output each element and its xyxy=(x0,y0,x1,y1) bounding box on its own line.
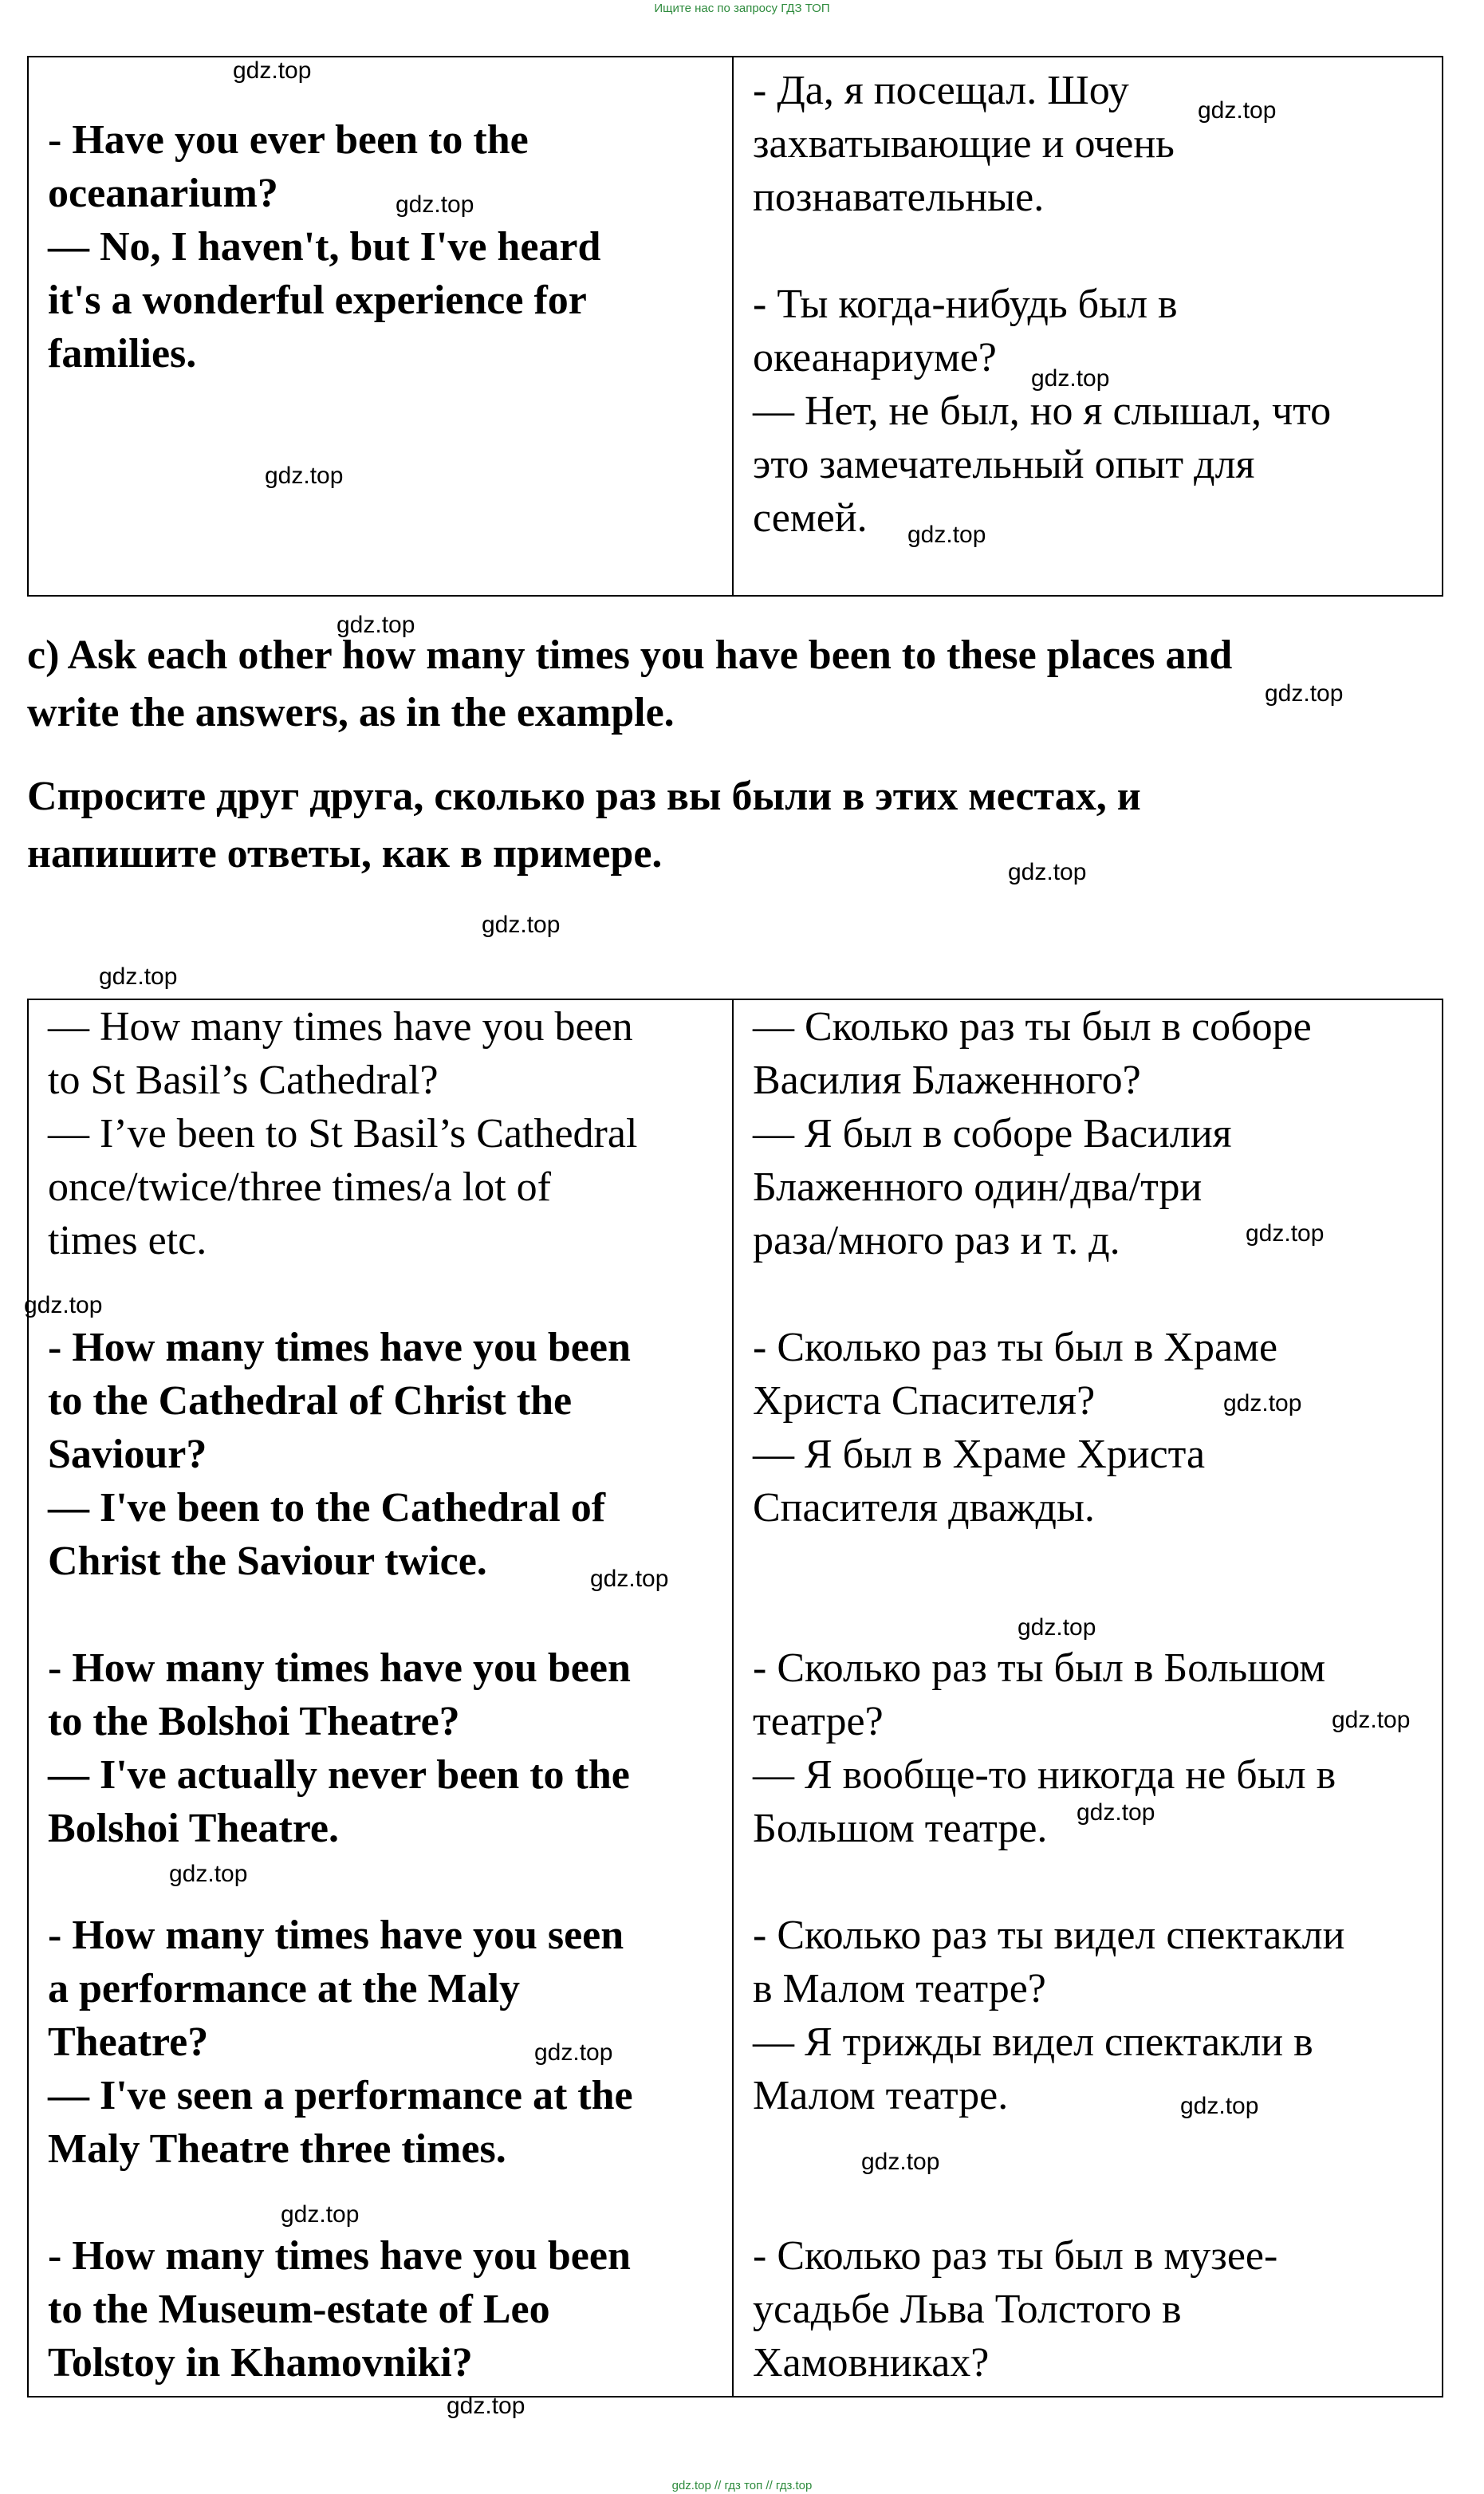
text-line: — No, I haven't, but I've heard xyxy=(48,224,601,270)
blank-line xyxy=(753,1535,1423,1588)
blank-line xyxy=(753,1267,1423,1321)
text-line: — Сколько раз ты был в соборе xyxy=(753,1004,1312,1050)
table-row xyxy=(28,57,1443,596)
watermark-text: gdz.top xyxy=(1223,1390,1302,1416)
text-line: в Малом театре? xyxy=(753,1966,1046,2011)
task-c-russian xyxy=(27,768,1141,883)
text-line: — I’ve been to St Basil’s Cathedral xyxy=(48,1111,638,1156)
russian-text xyxy=(753,64,1423,545)
english-cell xyxy=(28,57,733,596)
text-line: - How many times have you been xyxy=(48,1325,631,1370)
text-line: to St Basil’s Cathedral? xyxy=(48,1058,439,1103)
blank-line xyxy=(48,2176,713,2229)
text-line: раза/много раз и т. д. xyxy=(753,1218,1120,1263)
russian-cell xyxy=(733,999,1443,2397)
watermark-text: gdz.top xyxy=(447,2393,526,2419)
text-line: oceanarium? xyxy=(48,171,278,216)
text-line: times etc. xyxy=(48,1218,207,1263)
text-line: усадьбе Льва Толстого в xyxy=(753,2287,1182,2332)
watermark-text: gdz.top xyxy=(233,57,312,84)
watermark-text: gdz.top xyxy=(169,1861,248,1887)
text-line: — Я был в Храме Христа xyxy=(753,1432,1206,1477)
text-line: познавательные. xyxy=(753,175,1045,220)
watermark-text: gdz.top xyxy=(265,463,344,489)
watermark-text: gdz.top xyxy=(1077,1799,1155,1826)
text-line: это замечательный опыт для xyxy=(753,442,1255,487)
text-line: Хамовниках? xyxy=(753,2340,990,2386)
text-line: театре? xyxy=(753,1699,884,1744)
text-line: - How many times have you seen xyxy=(48,1913,624,1958)
watermark-text: gdz.top xyxy=(24,1292,103,1318)
text-line: to the Bolshoi Theatre? xyxy=(48,1699,460,1744)
text-line: — Я был в соборе Василия xyxy=(753,1111,1232,1156)
heading-line: Спросите друг друга, сколько раз вы были в этих местах, и xyxy=(27,774,1141,819)
footer-note: gdz.top // гдз топ // гдз.top xyxy=(671,2479,813,2492)
text-line: - Сколько раз ты был в Храме xyxy=(753,1325,1278,1370)
text-line: Малом театре. xyxy=(753,2073,1009,2118)
watermark-text: gdz.top xyxy=(1246,1220,1325,1247)
text-line: Bolshoi Theatre. xyxy=(48,1806,340,1851)
watermark-text: gdz.top xyxy=(1018,1614,1096,1641)
text-line: - Сколько раз ты был в музее- xyxy=(753,2233,1278,2279)
text-line: океанариуме? xyxy=(753,335,997,380)
watermark-text: gdz.top xyxy=(1008,859,1087,885)
heading-line: c) Ask each other how many times you have been to these places and xyxy=(27,632,1233,678)
text-line: Maly Theatre three times. xyxy=(48,2126,506,2172)
task-c-english xyxy=(27,627,1232,742)
russian-cell xyxy=(733,57,1443,596)
text-line: Василия Блаженного? xyxy=(753,1058,1141,1103)
text-line: семей. xyxy=(753,495,868,541)
english-text xyxy=(48,1000,713,2390)
translation-table-1 xyxy=(27,56,1443,597)
text-line: — I've seen a performance at the xyxy=(48,2073,633,2118)
text-line: Christ the Saviour twice. xyxy=(48,1539,487,1584)
blank-line xyxy=(753,1855,1423,1909)
text-line: Tolstoy in Khamovniki? xyxy=(48,2340,473,2386)
text-line: Theatre? xyxy=(48,2019,209,2065)
text-line: - How many times have you been xyxy=(48,1645,631,1691)
text-line: - How many times have you been xyxy=(48,2233,631,2279)
watermark-text: gdz.top xyxy=(534,2039,613,2066)
text-line: - Сколько раз ты видел спектакли xyxy=(753,1913,1345,1958)
watermark-text: gdz.top xyxy=(1180,2093,1259,2119)
text-line: - Ты когда-нибудь был в xyxy=(753,282,1178,327)
watermark-text: gdz.top xyxy=(99,963,178,990)
watermark-text: gdz.top xyxy=(861,2149,940,2175)
text-line: to the Museum-estate of Leo xyxy=(48,2287,550,2332)
text-line: Блаженного один/два/три xyxy=(753,1164,1203,1210)
text-line: — Нет, не был, но я слышал, что xyxy=(753,388,1332,434)
watermark-text: gdz.top xyxy=(1031,365,1110,392)
watermark-text: gdz.top xyxy=(396,191,474,218)
russian-text xyxy=(753,1000,1423,2390)
watermark-text: gdz.top xyxy=(337,612,415,638)
watermark-text: gdz.top xyxy=(281,2201,360,2228)
text-line: Saviour? xyxy=(48,1432,207,1477)
text-line: — Я вообще-то никогда не был в xyxy=(753,1752,1336,1798)
text-line: to the Cathedral of Christ the xyxy=(48,1378,573,1424)
text-line: — Я трижды видел спектакли в xyxy=(753,2019,1313,2065)
watermark-text: gdz.top xyxy=(1198,97,1277,124)
text-line: — I've actually never been to the xyxy=(48,1752,630,1798)
translation-table-2 xyxy=(27,999,1443,2397)
watermark-text: gdz.top xyxy=(590,1566,669,1592)
text-line: - Да, я посещал. Шоу xyxy=(753,68,1129,113)
blank-line xyxy=(753,2122,1423,2176)
text-line: once/twice/three times/a lot of xyxy=(48,1164,551,1210)
blank-line xyxy=(48,1267,713,1321)
heading-line: write the answers, as in the example. xyxy=(27,690,675,735)
english-cell xyxy=(28,999,733,2397)
watermark-text: gdz.top xyxy=(907,522,986,548)
text-line: Спасителя дважды. xyxy=(753,1485,1095,1531)
watermark-text: gdz.top xyxy=(1265,680,1344,707)
watermark-text: gdz.top xyxy=(482,912,561,938)
table-row xyxy=(28,999,1443,2397)
heading-line: напишите ответы, как в примере. xyxy=(27,831,663,877)
blank-line xyxy=(48,1588,713,1641)
text-line: - Have you ever been to the xyxy=(48,117,529,163)
text-line: Большом театре. xyxy=(753,1806,1048,1851)
blank-line xyxy=(753,2176,1423,2229)
text-line: — How many times have you been xyxy=(48,1004,633,1050)
english-text xyxy=(48,113,713,380)
blank-line xyxy=(48,1855,713,1909)
watermark-text: gdz.top xyxy=(1332,1707,1411,1733)
text-line: families. xyxy=(48,331,197,376)
header-note: Ищите нас по запросу ГДЗ ТОП xyxy=(654,2,830,15)
text-line: - Сколько раз ты был в Большом xyxy=(753,1645,1326,1691)
text-line: захватывающие и очень xyxy=(753,121,1175,167)
text-line: a performance at the Maly xyxy=(48,1966,521,2011)
text-line: — I've been to the Cathedral of xyxy=(48,1485,606,1531)
text-line: it's a wonderful experience for xyxy=(48,278,587,323)
blank-line xyxy=(753,224,1423,278)
text-line: Христа Спасителя? xyxy=(753,1378,1096,1424)
